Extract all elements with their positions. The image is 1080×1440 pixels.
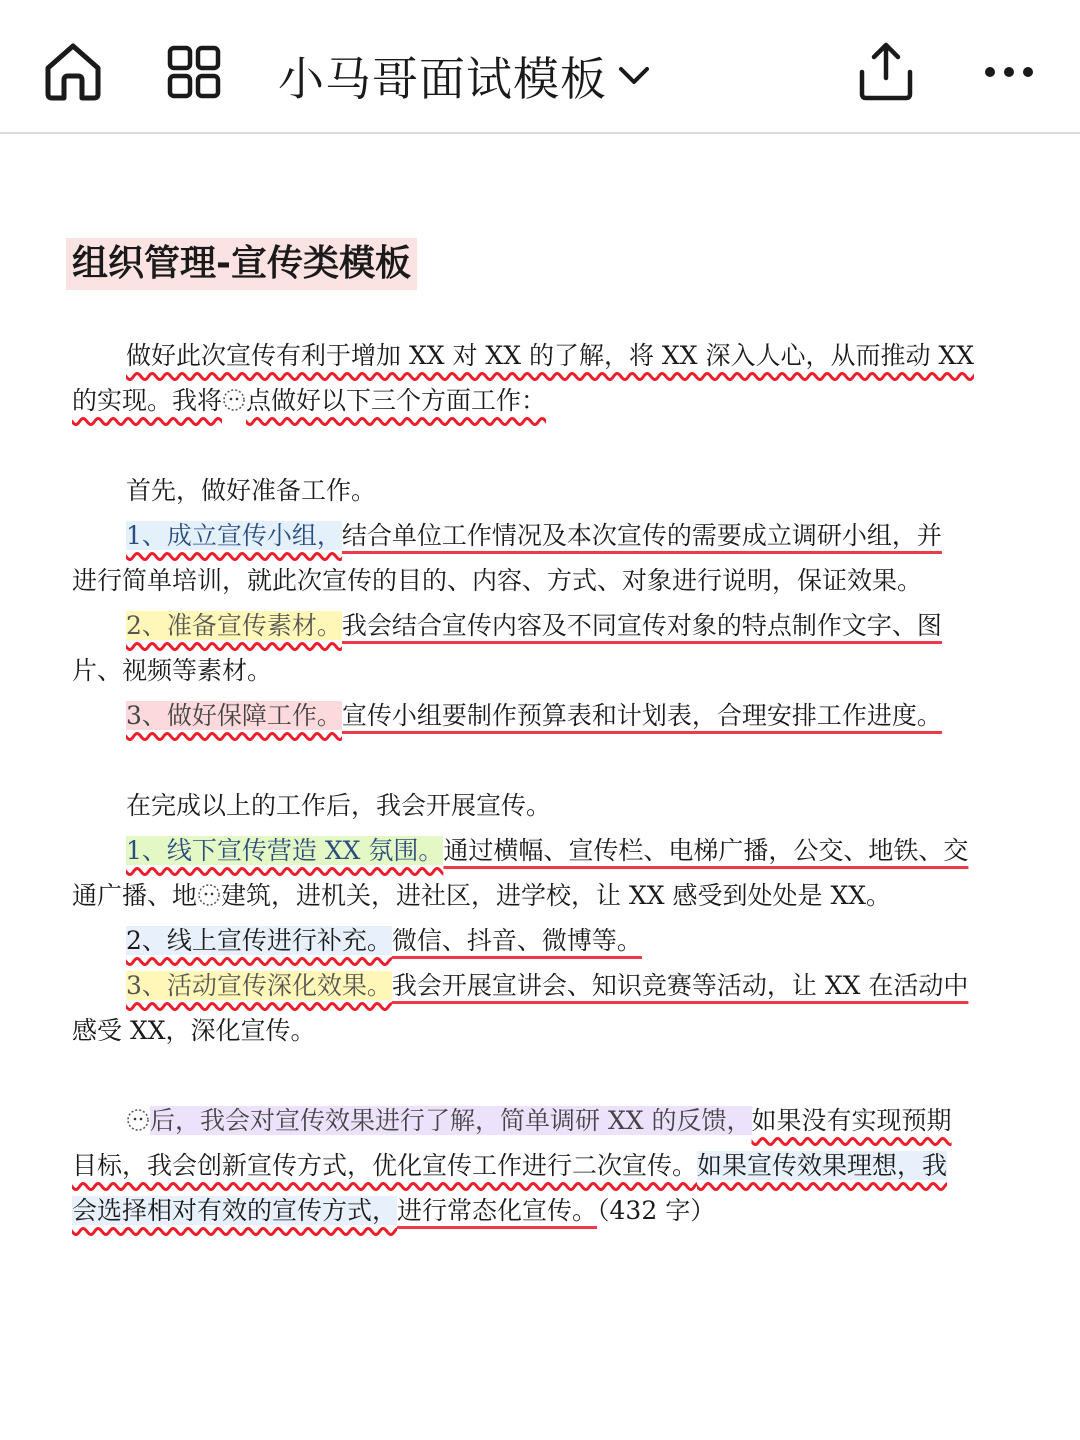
section2-item1-cont-a: 通广播、地 [72, 881, 198, 910]
doc-title-menu[interactable] [278, 46, 651, 106]
section1-lead: 首先，做好准备工作。 [126, 476, 377, 505]
chevron-down-icon [617, 65, 651, 87]
share-icon[interactable] [856, 40, 916, 102]
intro-line-2 [72, 381, 546, 421]
section2-item1-cont [72, 876, 891, 916]
section1-item2-text: 我会结合宣传内容及不同宣传对象的特点制作文字、图 [341, 611, 942, 640]
section2-lead: 在完成以上的工作后，我会开展宣传。 [126, 791, 552, 820]
section3-text-1b: 如果没有实现预期 [751, 1106, 952, 1135]
sticker-icon [222, 388, 246, 412]
section2-item3-cont: 感受 XX，深化宣传。 [72, 1016, 316, 1045]
section2-item3-text: 我会开展宣讲会、知识竞赛等活动，让 XX 在活动中 [391, 971, 969, 1000]
grid-icon[interactable] [166, 44, 222, 100]
section2-item3-label: 3、活动宣传深化效果。 [126, 971, 392, 1000]
section3-line-3 [72, 1191, 715, 1231]
section1-item1-text: 结合单位工作情况及本次宣传的需要成立调研小组，并 [341, 521, 942, 550]
section1-item2 [126, 606, 942, 646]
intro-text-1: 做好此次宣传有利于增加 XX 对 XX 的了解，将 XX 深入人心，从而推动 XX [126, 341, 975, 370]
section3-line-2 [72, 1146, 947, 1186]
section1-item1-cont: 进行简单培训，就此次宣传的目的、内容、方式、对象进行说明，保证效果。 [72, 566, 923, 595]
section2-item3 [126, 966, 968, 1006]
section1-item2-cont: 片、视频等素材。 [72, 656, 273, 685]
section1-item2-label: 2、准备宣传素材。 [126, 611, 342, 640]
section2-item2 [126, 921, 642, 961]
section3-text-3a: 会选择相对有效的宣传方式， [72, 1196, 398, 1225]
page-heading: 组织管理-宣传类模板 [66, 238, 417, 290]
section2-item1-cont-b: 建筑，进机关，进社区，进学校，让 XX 感受到处处是 XX。 [221, 881, 892, 910]
section2-item2-text: 微信、抖音、微博等。 [391, 926, 642, 955]
document-body [0, 134, 1080, 1440]
more-icon[interactable] [982, 62, 1036, 82]
sticker-icon [197, 883, 221, 907]
section1-item1-label: 1、成立宣传小组， [126, 521, 342, 550]
section2-item1-text: 通过横幅、宣传栏、电梯广播，公交、地铁、交 [443, 836, 969, 865]
section3-text-2a: 目标，我会创新宣传方式，优化宣传工作进行二次宣传。 [72, 1151, 698, 1180]
top-toolbar [0, 0, 1080, 134]
sticker-icon [126, 1108, 150, 1132]
section2-item1 [126, 831, 968, 871]
section2-item2-label: 2、线上宣传进行补充。 [126, 926, 392, 955]
doc-title: 小马哥面试模板 [278, 52, 607, 106]
section1-item1 [126, 516, 942, 556]
intro-line-1 [126, 336, 974, 376]
section3-text-3b: 进行常态化宣传。 [397, 1196, 598, 1225]
section1-item3 [126, 696, 942, 736]
section1-item3-label: 3、做好保障工作。 [126, 701, 342, 730]
section3-line-1 [126, 1101, 952, 1141]
section2-item1-label: 1、线下宣传营造 XX 氛围。 [126, 836, 444, 865]
word-count: （432 字） [597, 1196, 716, 1225]
intro-text-2a: 的实现。我将 [72, 386, 223, 415]
section3-text-2b: 如果宣传效果理想，我 [697, 1151, 948, 1180]
home-icon[interactable] [42, 40, 104, 102]
section3-text-1a: 后，我会对宣传效果进行了解，简单调研 XX 的反馈， [150, 1106, 752, 1135]
intro-text-2b: 点做好以下三个方面工作： [246, 386, 547, 415]
section1-item3-text: 宣传小组要制作预算表和计划表，合理安排工作进度。 [341, 701, 942, 730]
